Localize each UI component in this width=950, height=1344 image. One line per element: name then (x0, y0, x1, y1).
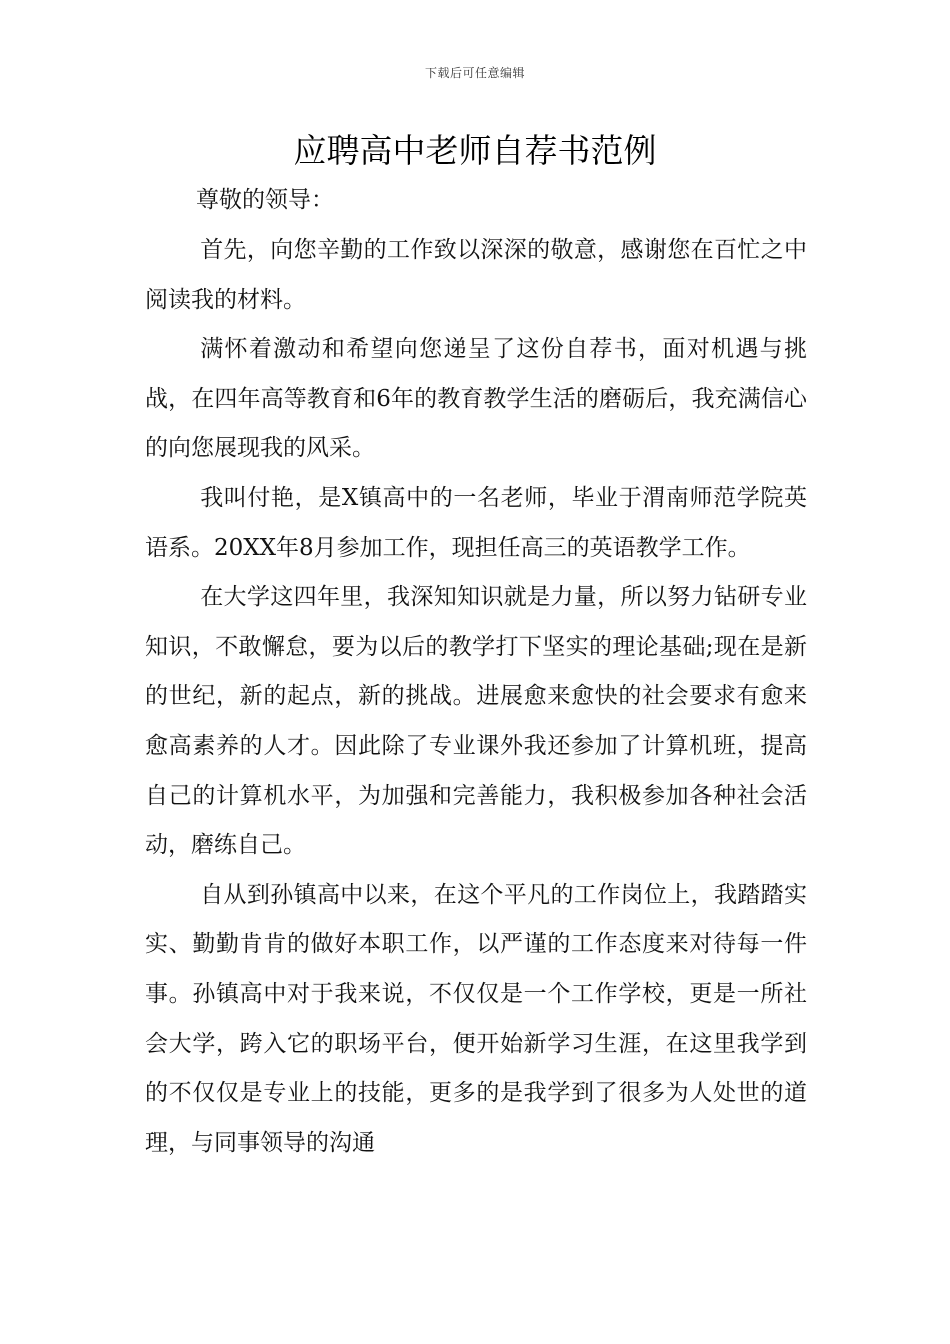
paragraph-3: 我叫付艳，是X镇高中的一名老师，毕业于渭南师范学院英语系。20XX年8月参加工作，现担任高三的英语教学工作。 (145, 484, 807, 561)
paragraph-4: 在大学这四年里，我深知知识就是力量，所以努力钻研专业知识，不敢懈怠，要为以后的教学打下坚实的理论基础;现在是新的世纪，新的起点，新的挑战。进展愈来愈快的社会要求有愈来愈高素养的人才。因此除了专业课外我还参加了计算机班，提高自己的计算机水平，为加强和完善能力，我积极参加各种社会活动，磨练自己。 (145, 584, 807, 859)
document-body (145, 226, 807, 1168)
page-header-note: 下载后可任意编辑 (424, 66, 525, 80)
paragraph-2: 满怀着激动和希望向您递呈了这份自荐书，面对机遇与挑战，在四年高等教育和6年的教育教学生活的磨砺后，我充满信心的向您展现我的风采。 (145, 336, 807, 462)
salutation: 尊敬的领导： (196, 187, 334, 213)
paragraph-5: 自从到孙镇高中以来，在这个平凡的工作岗位上，我踏踏实实、勤勤肯肯的做好本职工作，以严谨的工作态度来对待每一件事。孙镇高中对于我来说，不仅仅是一个工作学校，更是一所社会大学，跨入它的职场平台，便开始新学习生涯，在这里我学到的不仅仅是专业上的技能，更多的是我学到了很多为人处世的道理，与同事领导的沟通 (145, 881, 807, 1156)
paragraph-1: 首先，向您辛勤的工作致以深深的敬意，感谢您在百忙之中阅读我的材料。 (145, 237, 807, 313)
document-title: 应聘高中老师自荐书范例 (293, 131, 657, 170)
